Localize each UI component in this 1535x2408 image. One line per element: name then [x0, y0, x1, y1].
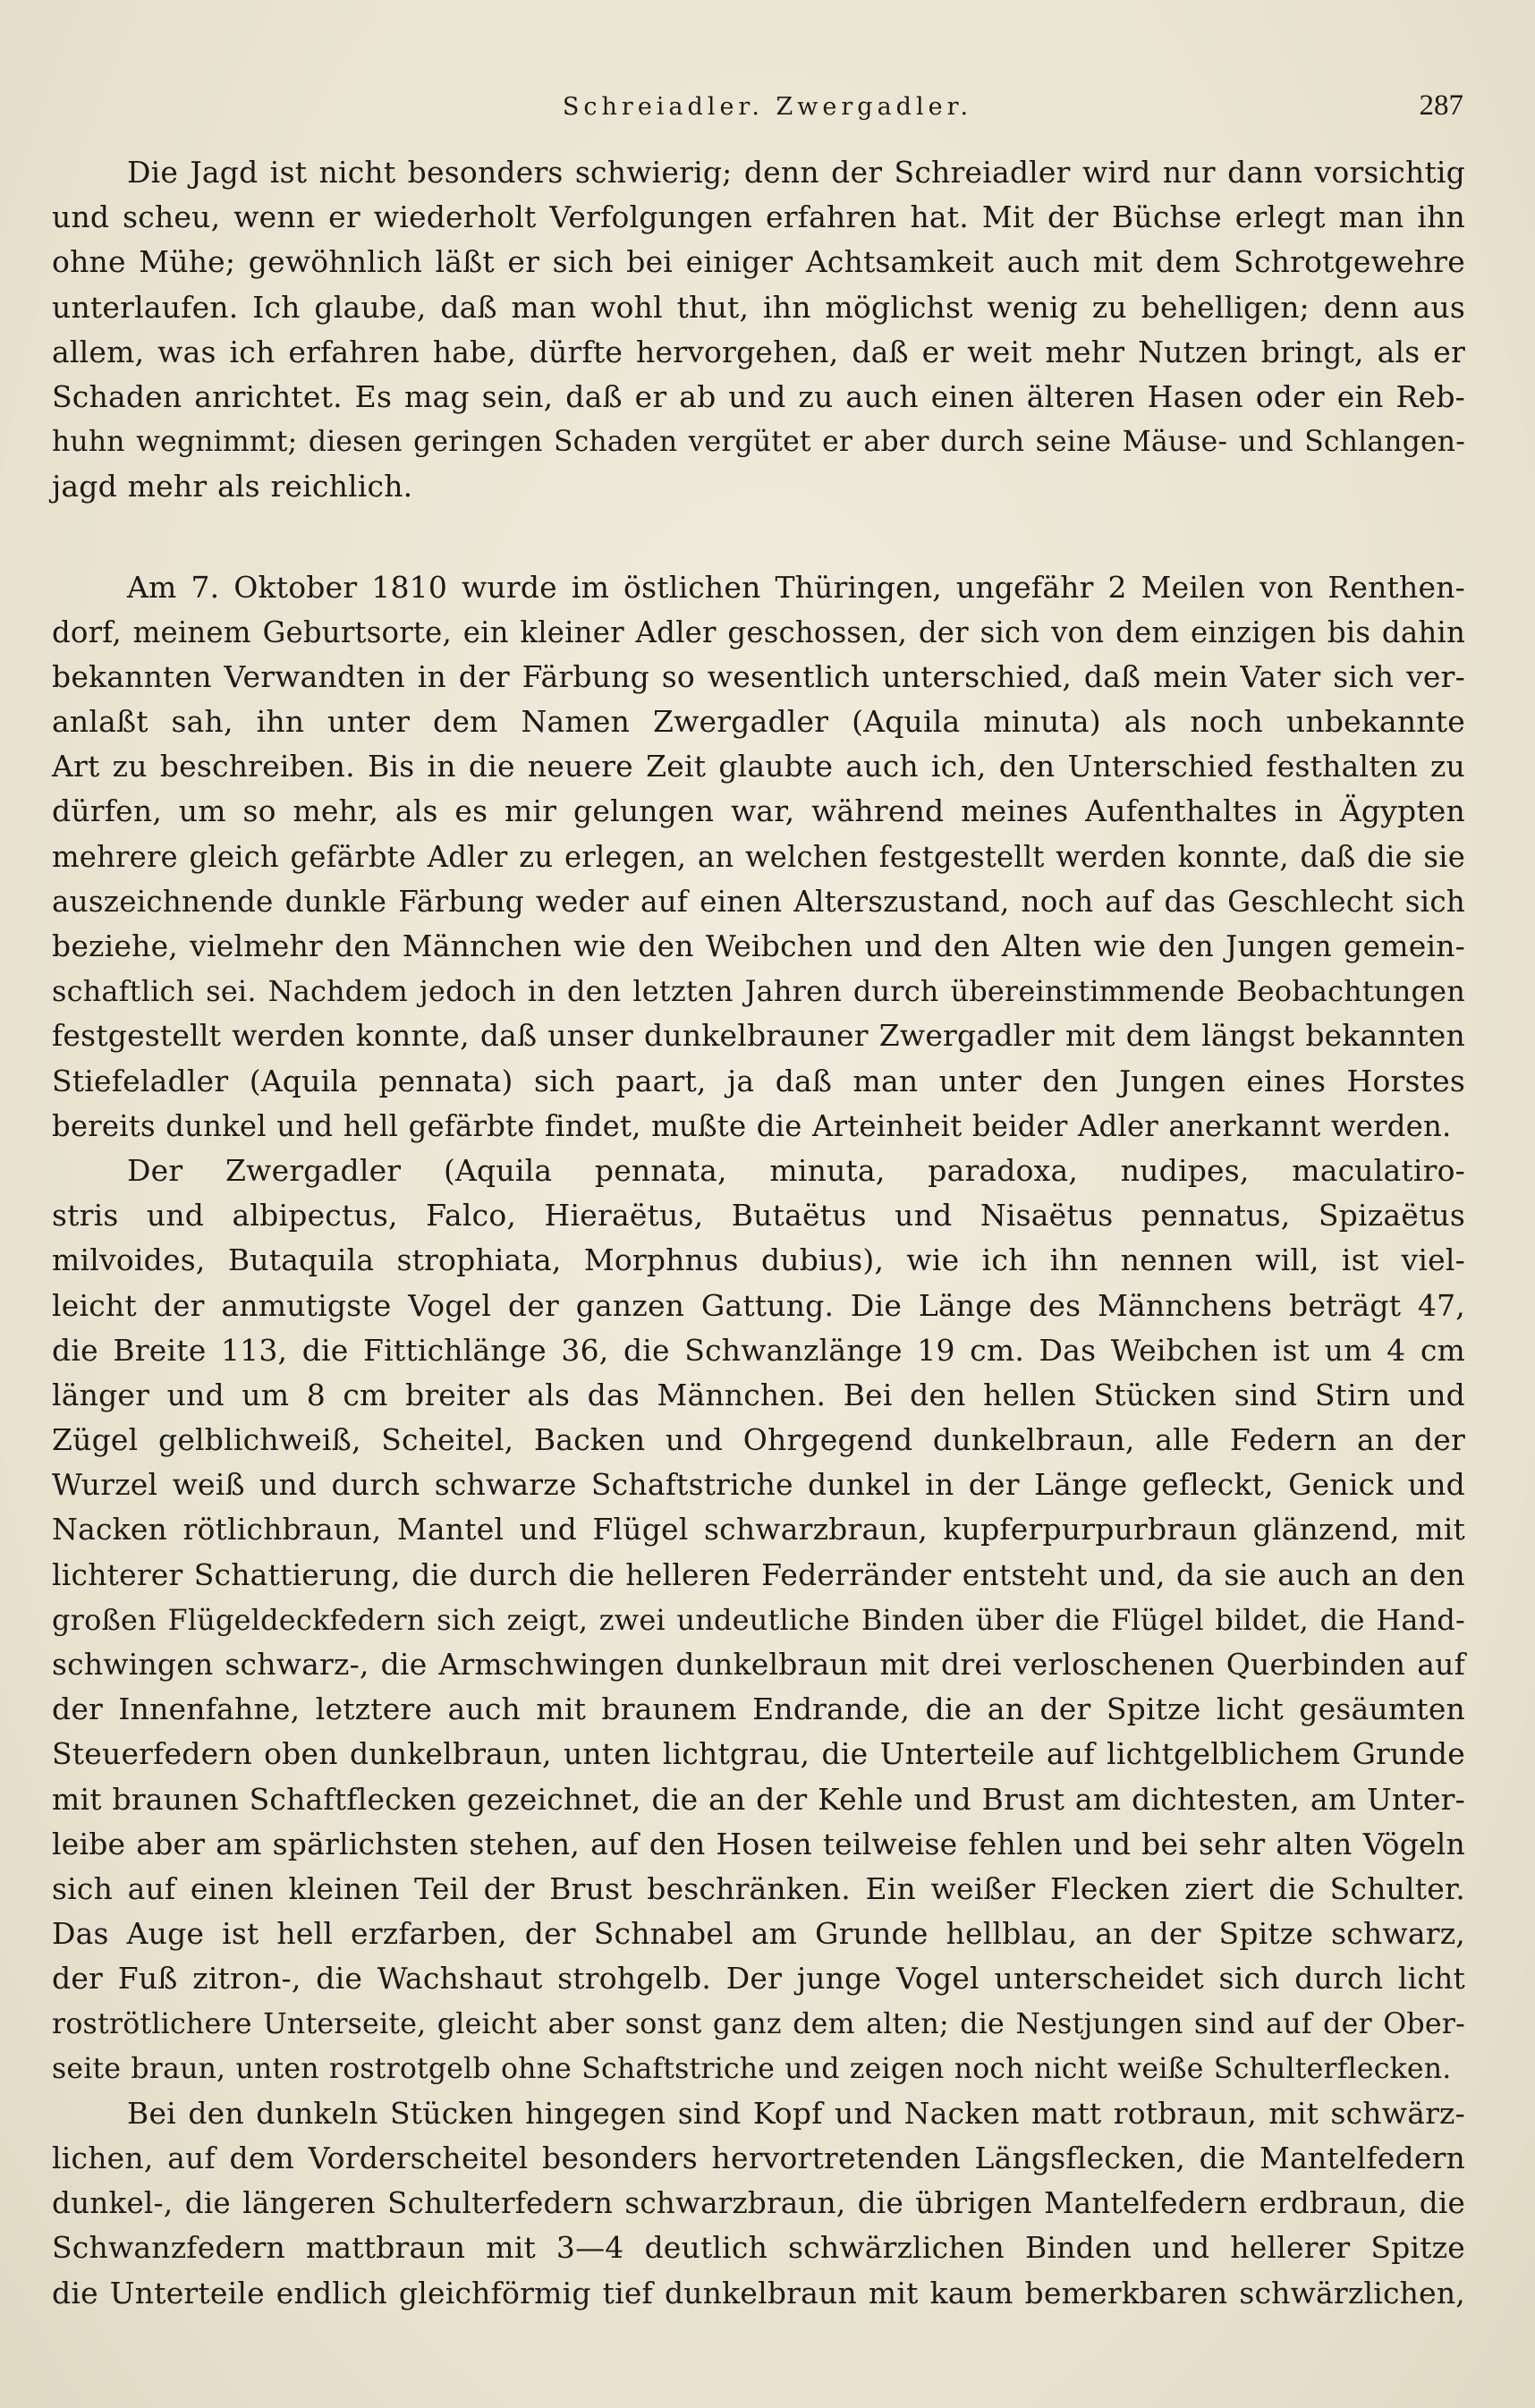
text-line: der Innenfahne, letztere auch mit braunem Endrande, die an der Spitze licht gesäumten	[52, 1692, 1465, 1727]
text-line: ohne Mühe; gewöhnlich läßt er sich bei einiger Achtsamkeit auch mit dem Schrotgewehre	[52, 244, 1465, 280]
text-line: Steuerfedern oben dunkelbraun, unten lichtgrau, die Unterteile auf lichtgelblichem Grunde	[52, 1736, 1465, 1772]
text-line: Nacken rötlichbraun, Mantel und Flügel schwarzbraun, kupferpurpurbraun glänzend, mit	[52, 1512, 1465, 1547]
running-title: Schreiadler. Zwergadler.	[562, 93, 973, 121]
text-line: die Breite 113, die Fittichlänge 36, die Schwanzlänge 19 cm. Das Weibchen ist um 4 cm	[52, 1332, 1465, 1368]
text-line: jagd mehr als reichlich.	[52, 469, 413, 504]
text-line: Der Zwergadler (Aquila pennata, minuta, paradoxa, nudipes, maculatiro-	[127, 1152, 1465, 1188]
text-line: sich auf einen kleinen Teil der Brust beschränken. Ein weißer Flecken ziert die Schulter.	[52, 1870, 1465, 1906]
text-line: dorf, meinem Geburtsorte, ein kleiner Adler geschossen, der sich von dem einzigen bis dahin	[52, 615, 1465, 649]
text-line: anlaßt sah, ihn unter dem Namen Zwergadler (Aquila minuta) als noch unbekannte	[52, 704, 1465, 740]
text-line: leicht der anmutigste Vogel der ganzen Gattung. Die Länge des Männchens beträgt 47,	[52, 1287, 1465, 1323]
text-line: huhn wegnimmt; diesen geringen Schaden vergütet er aber durch seine Mäuse- und Schlangen-	[52, 426, 1465, 459]
text-line: Wurzel weiß und durch schwarze Schaftstriche dunkel in der Länge gefleckt, Genick und	[52, 1467, 1465, 1503]
text-line: allem, was ich erfahren habe, dürfte hervorgehen, daß er weit mehr Nutzen bringt, als er	[52, 334, 1465, 369]
text-line: beziehe, vielmehr den Männchen wie den Weibchen und den Alten wie den Jungen gemein-	[52, 928, 1465, 963]
text-line: dürfen, um so mehr, als es mir gelungen war, während meines Aufenthaltes in Ägypten	[52, 793, 1465, 829]
paragraph-1	[52, 150, 1465, 510]
text-line: Schaden anrichtet. Es mag sein, daß er ab und zu auch einen älteren Hasen oder ein Reb-	[52, 378, 1465, 414]
text-line: unterlaufen. Ich glaube, daß man wohl thut, ihn möglichst wenig zu behelligen; denn aus	[52, 289, 1465, 325]
text-line: Am 7. Oktober 1810 wurde im östlichen Thüringen, ungefähr 2 Meilen von Renthen-	[127, 569, 1465, 605]
text-line: milvoides, Butaquila strophiata, Morphnus dubius), wie ich ihn nennen will, ist viel-	[52, 1242, 1465, 1278]
text-line: stris und albipectus, Falco, Hieraëtus, Butaëtus und Nisaëtus pennatus, Spizaëtus	[52, 1198, 1465, 1234]
text-line: roströtlichere Unterseite, gleicht aber sonst ganz dem alten; die Nestjungen sind auf der Ober-	[52, 2007, 1465, 2040]
paragraph-gap	[52, 510, 1465, 565]
text-line: lichen, auf dem Vorderscheitel besonders hervortretenden Längsflecken, die Mantelfedern	[52, 2141, 1465, 2176]
text-line: länger und um 8 cm breiter als das Männchen. Bei den hellen Stücken sind Stirn und	[52, 1377, 1465, 1412]
text-line: großen Flügeldeckfedern sich zeigt, zwei undeutliche Binden über die Flügel bildet, die Hand-	[52, 1602, 1465, 1637]
text-line: auszeichnende dunkle Färbung weder auf einen Alterszustand, noch auf das Geschlecht sich	[52, 884, 1465, 919]
text-line: bekannten Verwandten in der Färbung so wesentlich unterschied, daß mein Vater sich ver-	[52, 658, 1465, 694]
running-head	[0, 89, 1535, 129]
text-line: der Fuß zitron-, die Wachshaut strohgelb. Der junge Vogel unterscheidet sich durch licht	[52, 1961, 1465, 1997]
body-text	[52, 150, 1465, 2316]
text-line: die Unterteile endlich gleichförmig tief dunkelbraun mit kaum bemerkbaren schwärzlichen,	[52, 2275, 1465, 2310]
text-line: Das Auge ist hell erzfarben, der Schnabel am Grunde hellblau, an der Spitze schwarz,	[52, 1916, 1465, 1952]
text-line: Art zu beschreiben. Bis in die neuere Zeit glaubte auch ich, den Unterschied festhalten zu	[52, 749, 1465, 784]
paragraph-4	[52, 2091, 1465, 2316]
text-line: schwingen schwarz-, die Armschwingen dunkelbraun mit drei verloschenen Querbinden auf	[52, 1647, 1465, 1682]
text-line: Die Jagd ist nicht besonders schwierig; denn der Schreiadler wird nur dann vorsichtig	[127, 155, 1465, 190]
page-number: 287	[1419, 89, 1463, 122]
text-line: Bei den dunkeln Stücken hingegen sind Kopf und Nacken matt rotbraun, mit schwärz-	[127, 2095, 1465, 2131]
paragraph-2	[52, 565, 1465, 1149]
text-line: leibe aber am spärlichsten stehen, auf den Hosen teilweise fehlen und bei sehr alten Vögeln	[52, 1826, 1465, 1861]
text-line: mit braunen Schaftflecken gezeichnet, die an der Kehle und Brust am dichtesten, am Unter-	[52, 1781, 1465, 1817]
text-line: festgestellt werden konnte, daß unser dunkelbrauner Zwergadler mit dem längst bekannten	[52, 1018, 1465, 1054]
text-line: lichterer Schattierung, die durch die helleren Federränder entsteht und, da sie auch an den	[52, 1556, 1465, 1592]
text-line: dunkel-, die längeren Schulterfedern schwarzbraun, die übrigen Mantelfedern erdbraun, die	[52, 2186, 1465, 2221]
text-line: seite braun, unten rostrotgelb ohne Schaftstriche und zeigen noch nicht weiße Schulterflecken.	[52, 2052, 1452, 2085]
text-line: mehrere gleich gefärbte Adler zu erlegen, an welchen festgestellt werden konnte, daß die sie	[52, 839, 1465, 874]
text-line: Zügel gelblichweiß, Scheitel, Backen und Ohrgegend dunkelbraun, alle Federn an der	[52, 1422, 1465, 1458]
text-line: bereits dunkel und hell gefärbte findet, mußte die Arteinheit beider Adler anerkannt werden.	[52, 1108, 1452, 1143]
text-line: und scheu, wenn er wiederholt Verfolgungen erfahren hat. Mit der Büchse erlegt man ihn	[52, 199, 1465, 235]
text-line: Schwanzfedern mattbraun mit 3—4 deutlich schwärzlichen Binden und hellerer Spitze	[52, 2230, 1465, 2266]
text-line: Stiefeladler (Aquila pennata) sich paart, ja daß man unter den Jungen eines Horstes	[52, 1063, 1465, 1098]
paragraph-3	[52, 1149, 1465, 2091]
text-line: schaftlich sei. Nachdem jedoch in den letzten Jahren durch übereinstimmende Beobachtungen	[52, 974, 1465, 1009]
